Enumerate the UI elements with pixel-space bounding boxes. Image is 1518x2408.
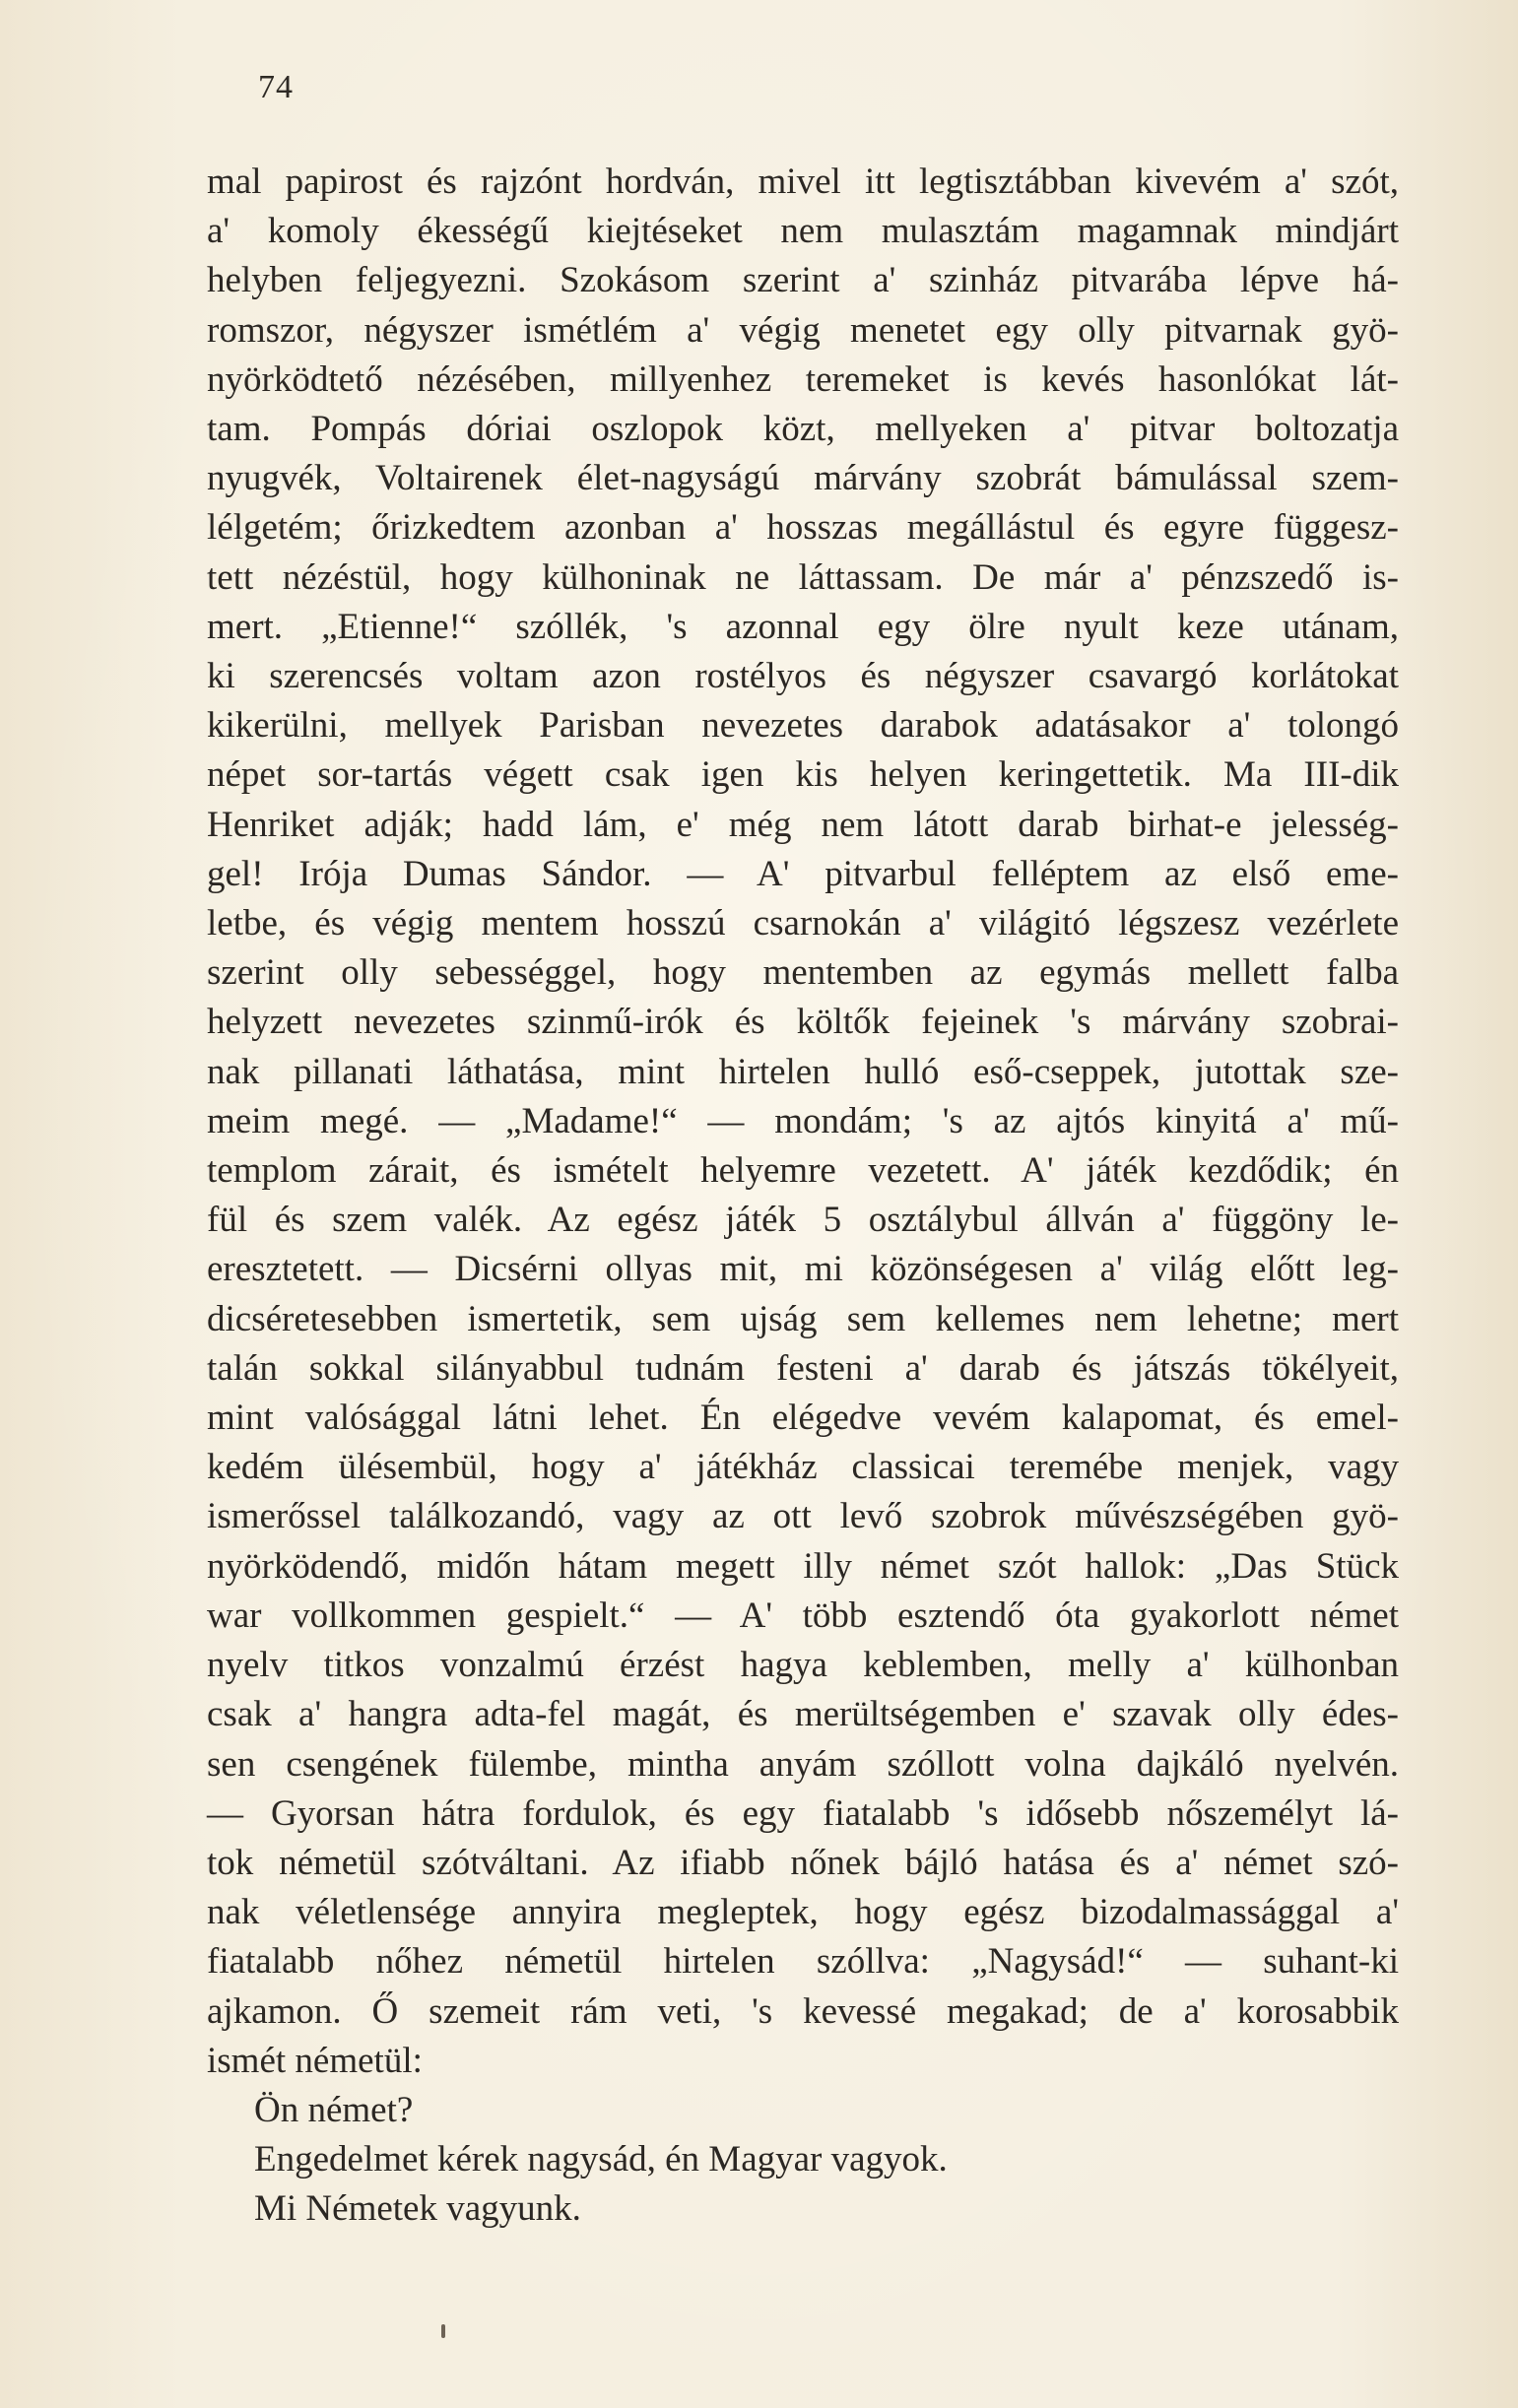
text-line: a' komoly ékességű kiejtéseket nem mulasztám magamnak mindjárt xyxy=(207,211,1399,252)
text-line: eresztetett. — Dicsérni ollyas mit, mi közönségesen a' világ előtt leg- xyxy=(207,1249,1399,1290)
text-line: tam. Pompás dóriai oszlopok közt, mellyeken a' pitvar boltozatja xyxy=(207,409,1399,450)
text-line: kikerülni, mellyek Parisban nevezetes darabok adatásakor a' tolongó xyxy=(207,705,1399,747)
text-line: mint valósággal látni lehet. Én elégedve vevém kalapomat, és emel- xyxy=(207,1398,1399,1439)
text-line: nyörködtető nézésében, millyenhez teremeket is kevés hasonlókat lát- xyxy=(207,358,1399,400)
text-line: nyörködendő, midőn hátam megett illy német szót hallok: „Das Stück xyxy=(207,1545,1399,1587)
text-line: Henriket adják; hadd lám, e' még nem látott darab birhat-e jelesség- xyxy=(207,804,1399,845)
text-line: meim megé. — „Madame!“ — mondám; 's az ajtós kinyitá a' mű- xyxy=(207,1100,1399,1141)
text-line: népet sor-tartás végett csak igen kis helyen keringettetik. Ma III-dik xyxy=(207,754,1399,796)
text-line: tok németül szótváltani. Az ifiabb nőnek bájló hatása és a' német szó- xyxy=(207,1842,1399,1883)
text-line: ajkamon. Ő szemeit rám veti, 's kevessé megakad; de a' korosabbik xyxy=(207,1990,1399,2032)
text-line: mal papirost és rajzónt hordván, mivel itt legtisztábban kivevém a' szót, xyxy=(207,162,1399,202)
dialogue-line: Engedelmet kérek nagysád, én Magyar vagyok. xyxy=(254,2139,948,2180)
dialogue-line: Ön német? xyxy=(254,2089,414,2130)
text-line: nyugvék, Voltairenek élet-nagyságú márvány szobrát bámulással szem- xyxy=(207,458,1399,499)
text-line: helyzett nevezetes szinmű-irók és költők fejeinek 's márvány szobrai- xyxy=(207,1002,1399,1043)
text-line: szerint olly sebességgel, hogy mentemben az egymás mellett falba xyxy=(207,952,1399,994)
text-line: fül és szem valék. Az egész játék 5 osztálybul állván a' függöny le- xyxy=(207,1200,1399,1241)
text-line: dicséretesebben ismertetik, sem ujság sem kellemes nem lehetne; mert xyxy=(207,1298,1399,1339)
page-number: 74 xyxy=(258,69,294,105)
dialogue-line: Mi Németek vagyunk. xyxy=(254,2188,581,2230)
text-line: kedém ülésembül, hogy a' játékház classicai teremébe menjek, vagy xyxy=(207,1447,1399,1488)
text-line: ismét németül: xyxy=(207,2040,423,2081)
ink-mark xyxy=(441,2324,445,2338)
text-line: ismerőssel találkozandó, vagy az ott levő szobrok művészségében gyö- xyxy=(207,1496,1399,1537)
text-line: talán sokkal silányabbul tudnám festeni a' darab és játszás tökélyeit, xyxy=(207,1347,1399,1389)
text-line: gel! Irója Dumas Sándor. — A' pitvarbul felléptem az első eme- xyxy=(207,853,1399,894)
text-line: nyelv titkos vonzalmú érzést hagya keblemben, melly a' külhonban xyxy=(207,1645,1399,1686)
text-line: fiatalabb nőhez németül hirtelen szóllva: „Nagysád!“ — suhant-ki xyxy=(207,1941,1399,1983)
text-line: nak véletlensége annyira megleptek, hogy egész bizodalmassággal a' xyxy=(207,1892,1399,1933)
text-line: sen csengének fülembe, mintha anyám szóllott volna dajkáló nyelvén. xyxy=(207,1743,1399,1785)
text-line: — Gyorsan hátra fordulok, és egy fiatalabb 's idősebb nőszemélyt lá- xyxy=(207,1792,1399,1834)
text-line: lélgetém; őrizkedtem azonban a' hosszas megállástul és egyre függesz- xyxy=(207,507,1399,549)
text-line: war vollkommen gespielt.“ — A' több esztendő óta gyakorlott német xyxy=(207,1594,1399,1636)
text-line: tett nézéstül, hogy külhoninak ne láttassam. De már a' pénzszedő is- xyxy=(207,556,1399,598)
text-line: templom zárait, és ismételt helyemre vezetett. A' játék kezdődik; én xyxy=(207,1150,1399,1192)
text-line: helyben feljegyezni. Szokásom szerint a' szinház pitvarába lépve há- xyxy=(207,260,1399,301)
text-line: mert. „Etienne!“ szóllék, 's azonnal egy ölre nyult keze utánam, xyxy=(207,606,1399,647)
body-text xyxy=(207,158,1399,2235)
text-line: nak pillanati láthatása, mint hirtelen hulló eső-cseppek, jutottak sze- xyxy=(207,1051,1399,1092)
text-line: ki szerencsés voltam azon rostélyos és négyszer csavargó korlátokat xyxy=(207,656,1399,697)
text-line: letbe, és végig mentem hosszú csarnokán a' világitó légszesz vezérlete xyxy=(207,903,1399,944)
text-line: csak a' hangra adta-fel magát, és merültségemben e' szavak olly édes- xyxy=(207,1694,1399,1735)
text-line: romszor, négyszer ismétlém a' végig menetet egy olly pitvarnak gyö- xyxy=(207,309,1399,351)
